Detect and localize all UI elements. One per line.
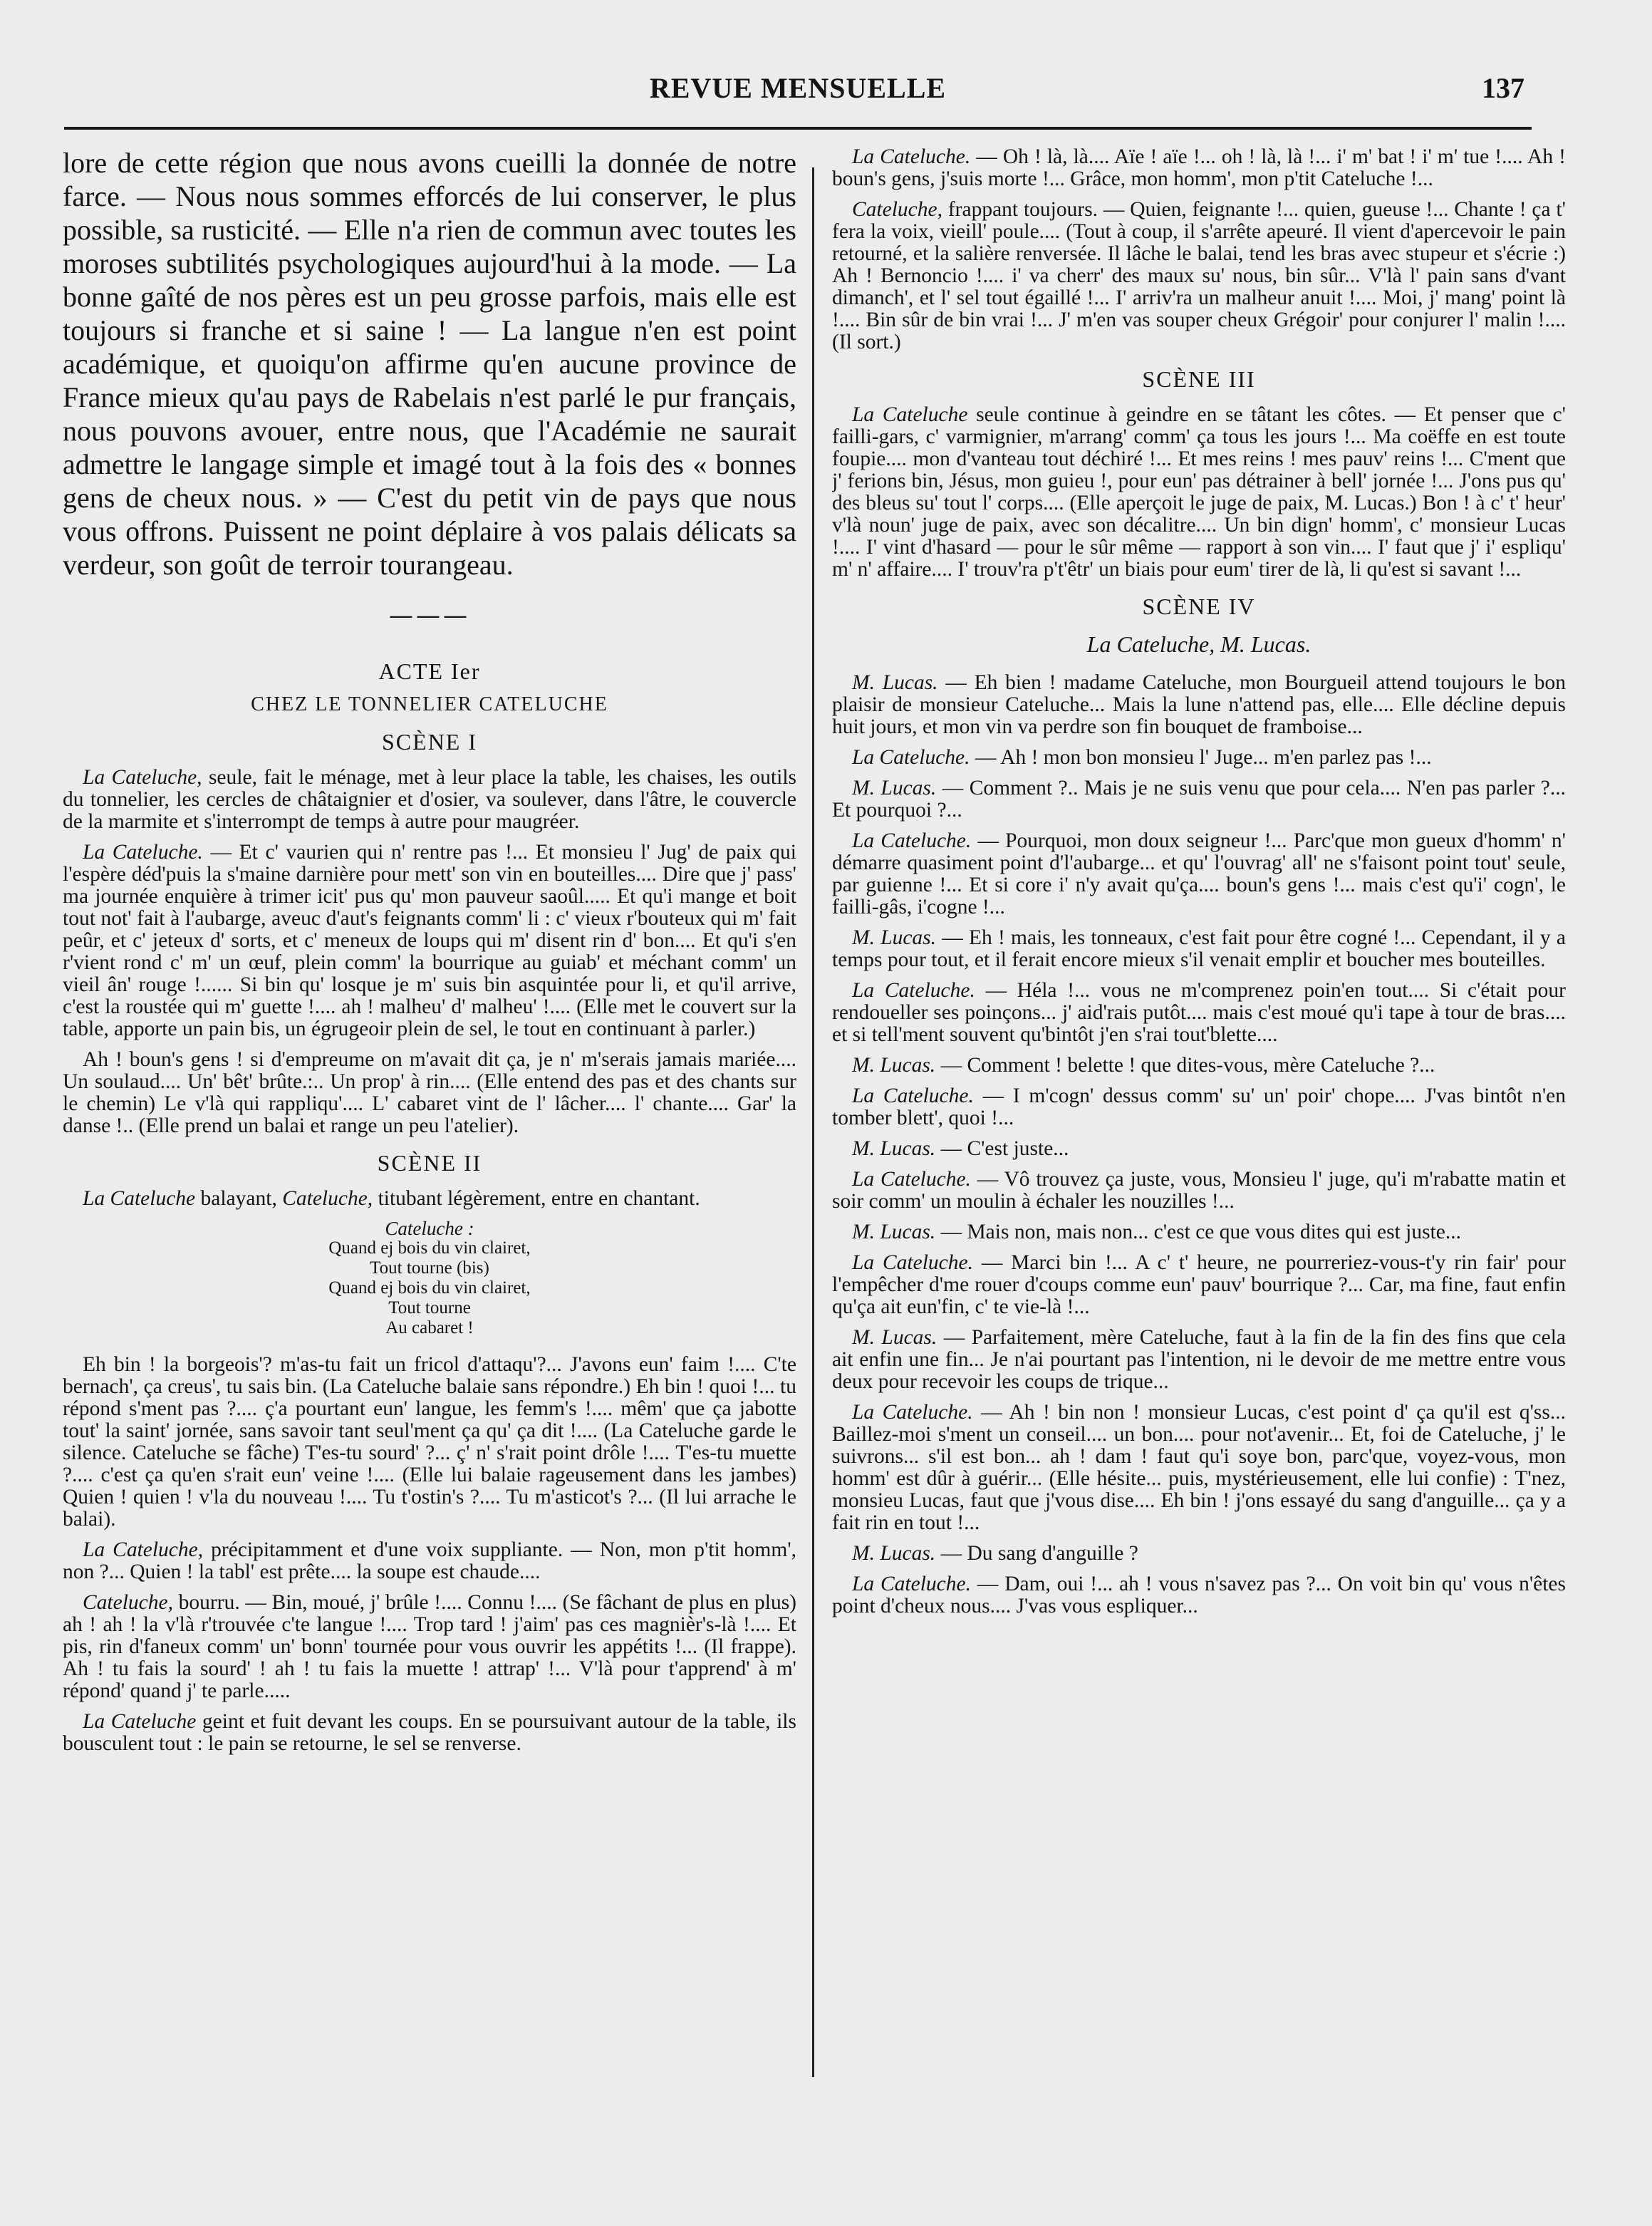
right-column <box>832 146 1566 2113</box>
text: — Marci bin !... A c' t' heure, ne pourreriez-vous-t'y rin fair' pour l'empêcher d'me rouer d'coups comme eun' pauv' bourrique ?... Car, ma fine, faut enfin qu'ça ait eun'fin, c' te vie-là !... <box>832 1251 1566 1318</box>
intro-paragraph: lore de cette région que nous avons cueilli la donnée de notre farce. — Nous nous sommes efforcés de lui conserver, le plus possible, sa rusticité. — Elle n'a rien de commun avec toutes les moroses subtilités psychologiques aujourd'hui à la mode. — La bonne gaîté de nos pères est un peu grosse parfois, mais elle est toujours si franche et si saine ! — La langue n'en est point académique, et quoiqu'on affirme qu'en aucune province de France mieux qu'au pays de Rabelais n'est parlé le pur français, nous pouvons avouer, entre nous, que l'Académie ne saurait admettre le langage simple et imagé tout à la fois des « bonnes gens de cheux nous. » — C'est du petit vin de pays que nous vous offrons. Puissent ne point déplaire à vos palais délicats sa verdeur, son goût de terroir tourangeau. <box>63 147 796 581</box>
act-title: ACTE Ier <box>378 658 481 684</box>
dialogue-line <box>832 199 1566 353</box>
scene-3-title: SCÈNE III <box>1142 366 1256 392</box>
text: — Oh ! là, là.... Aïe ! aïe !... oh ! là, là !... i' m' bat ! i' m' tue !.... Ah ! boun's gens, j'suis morte !... Grâce, mon homm', mon p'tit Cateluche !... <box>832 146 1566 190</box>
act-place: CHEZ LE TONNELIER CATELUCHE <box>251 693 608 715</box>
text: — Comment ! belette ! que dites-vous, mère Cateluche ?... <box>940 1054 1435 1077</box>
text: — Et c' vaurien qui n' rentre pas !... Et monsieu l' Jug' de paix qui l'espère déd'puis la s'maine darnière pour mett' son vin en bouteilles.... Dire que j' pass' ma journée enquière à trimer icit' pus qu' mon pauveur saoûl..... Et qu'i mange et boit tout not' fait à l'aubarge, aveuc d'aut's feignants comm' li : c' vieux r'bouteux qui m' fait peûr, et c' jeteux d' sorts, et c' meneux de loups qui m' disent rin d' bon.... Et qu'i s'en r'vient rond c' m' un œuf, plein comm' la bourrique au guiab' et méchant comm' un vieil ân' rouge !...... Si bin qu' losque je m' suis bin asquintée pour li, et qu'il arrive, c'est la roustée qui m' guette !.... ah ! malheu' d' malheu' !.... (Elle met le couvert sur la table, apporte un pain bis, un égrugeoir plein de sel, le tout en continuant à parler.) <box>63 841 796 1040</box>
song-line: Au cabaret ! <box>385 1318 474 1337</box>
dialogue-line <box>832 1327 1566 1393</box>
speaker: La Cateluche. <box>852 1084 974 1107</box>
song-line: Tout tourne <box>388 1298 471 1318</box>
song-line: Quand ej bois du vin clairet, <box>328 1278 531 1298</box>
speaker: La Cateluche. <box>852 746 970 769</box>
speaker: La Cateluche. <box>852 1573 971 1595</box>
speaker: La Cateluche. <box>852 1251 973 1274</box>
speaker: La Cateluche, <box>83 1538 204 1561</box>
dialogue-line: Ah ! boun's gens ! si d'empreume on m'avait dit ça, je n' m'serais jamais mariée.... Un soulaud.... Un' bêt' brûte.:.. Un prop' à rin.... (Elle entend des pas et des chants sur le chemin) Le v'là qui rappliqu'.... L' cabaret vint de l' lâcher.... l' chante.... Gar' la danse !.. (Elle prend un balai et range un peu l'atelier). <box>63 1048 796 1137</box>
dialogue-line <box>832 830 1566 918</box>
speaker: La Cateluche. <box>852 146 971 168</box>
speaker: M. Lucas. <box>852 671 938 694</box>
scene-1-title: SCÈNE I <box>382 729 477 755</box>
speaker: La Cateluche. <box>852 1168 971 1191</box>
text: — Eh bien ! madame Cateluche, mon Bourgueil attend toujours le bon plaisir de monsieur Cateluche... Mais la lune n'attend pas, elle.... Elle décline depuis huit jours, et mon vin va perdre son fin bouquet de framboise... <box>832 671 1566 738</box>
dialogue-line <box>832 1138 1566 1160</box>
text: seule, fait le ménage, met à leur place la table, les chaises, les outils du tonnelier, les cercles de châtaignier et d'osier, va soulever, dans l'âtre, le couvercle de la marmite et s'interrompt de temps à autre pour maugréer. <box>63 766 796 833</box>
dialogue-line <box>832 1085 1566 1129</box>
speaker: M. Lucas. <box>852 1137 936 1160</box>
speaker: Cateluche, <box>83 1591 173 1614</box>
text: — Mais non, mais non... c'est ce que vous dites qui est juste... <box>940 1221 1461 1243</box>
dialogue-line <box>832 1543 1566 1565</box>
section-separator: ——— <box>389 601 470 630</box>
speaker: M. Lucas. <box>852 1221 936 1243</box>
dialogue-line <box>832 1252 1566 1318</box>
song-line: Quand ej bois du vin clairet, <box>328 1238 531 1258</box>
dialogue-line <box>832 1169 1566 1213</box>
speaker: La Cateluche <box>852 403 968 426</box>
text: — Comment ?.. Mais je ne suis venu que pour cela.... N'en pas parler ?... Et pourquoi ?... <box>832 777 1566 822</box>
dialogue-line: Eh bin ! la borgeois'? m'as-tu fait un fricol d'attaqu'?... J'avons eun' faim !.... C'te bernach', ça creus', tu sais bin. (La Cateluche balaie sans répondre.) Eh bin ! quoi !... tu répond s'ment pas ?.... ç'a pourtant eun' langue, les femm's !.... mêm' que ça jabotte tout' la saint' jornée, sans savoir tant seul'ment ça qu' ça dit !.... (La Cateluche garde le silence. Cateluche se fâche) T'es-tu sourd' ?... ç' n' s'rait point drôle !.... T'es-tu muette ?.... c'est ça qu'en s'rait eun' veine !.... (Elle lui balaie rageusement dans les jambes) Quien ! quien ! v'la du nouveau !.... Tu t'ostin's ?.... Tu m'asticot's ?... (Il lui arrache le balai). <box>63 1353 796 1531</box>
speaker: La Cateluche, <box>83 766 202 789</box>
dialogue-line <box>63 1539 796 1583</box>
speaker: M. Lucas. <box>852 1054 936 1077</box>
text: — Pourquoi, mon doux seigneur !... Parc'que mon gueux d'homm' n' démarre quasiment point d'l'aubarge... et qu' l'ouvrag' all' ne s'faisont point tout' seule, par guienne !... Et si core i' n'y avait qu'ça.... boun's gens !... mais c'est qu'i' cogn', le failli-gâs, i'cogne !... <box>832 829 1566 918</box>
text: — Du sang d'anguille ? <box>940 1542 1138 1565</box>
speaker: La Cateluche. <box>83 841 203 864</box>
text: — Eh ! mais, les tonneaux, c'est fait pour être cogné !... Cependant, il y a temps pour tout, et il ferait encore mieux s'il venait emplir et boucher mes bouteilles. <box>832 926 1566 971</box>
text: — Dam, oui !... ah ! vous n'savez pas ?... On voit bin qu' vous n'êtes point d'cheux nous.... J'vas vous espliquer... <box>832 1573 1566 1617</box>
text: — I m'cogn' dessus comm' su' un' poir' chope.... J'vas bintôt n'en tomber blett', quoi !... <box>832 1084 1566 1129</box>
left-column <box>63 146 796 2113</box>
dialogue-line <box>832 1221 1566 1243</box>
stage-direction <box>63 1711 796 1755</box>
dialogue-line <box>832 1573 1566 1617</box>
text: bourru. — Bin, moué, j' brûle !.... Connu !.... (Se fâchant de plus en plus) ah ! ah ! la v'là r'trouvée c'te langue !.... Trop tard ! j'aim' pas ces magnièr's-là !.... Et pis, rin d'faneux comm' un' bonn' tournée pour vous ouvrir les appétits !... (Il frappe). Ah ! tu fais la sourd' ! ah ! tu fais la muette ! attrap' !... V'là pour t'apprend' à m' répond' quand j' te parle..... <box>63 1591 796 1702</box>
song-line: Tout tourne (bis) <box>370 1258 489 1278</box>
text: précipitamment et d'une voix suppliante. — Non, mon p'tit homm', non ?... Quien ! la tabl' est prête.... la soupe est chaude.... <box>63 1538 796 1583</box>
dialogue-line <box>832 747 1566 769</box>
text: geint et fuit devant les coups. En se poursuivant autour de la table, ils bousculent tout : le pain se retourne, le sel se renverse. <box>63 1710 796 1755</box>
text: — C'est juste... <box>940 1137 1069 1160</box>
dialogue-line <box>832 927 1566 971</box>
stage-direction <box>63 1188 796 1210</box>
stage-direction <box>63 767 796 833</box>
running-title: REVUE MENSUELLE <box>649 72 947 104</box>
scene-2-title: SCÈNE II <box>377 1150 482 1176</box>
scene-4-title: SCÈNE IV <box>1142 594 1256 619</box>
speaker: La Cateluche. <box>852 979 975 1002</box>
dialogue-line <box>832 672 1566 738</box>
dialogue-line <box>832 777 1566 822</box>
speaker: Cateluche, <box>282 1187 373 1210</box>
speaker: M. Lucas. <box>852 926 937 949</box>
text: — Vô trouvez ça juste, vous, Monsieu l' juge, qu'i m'rabatte matin et soir comm' un moulin à échaler les nouzilles !... <box>832 1168 1566 1213</box>
header-rule <box>64 127 1532 130</box>
speaker: La Cateluche <box>83 1187 196 1210</box>
dialogue-line <box>832 1402 1566 1534</box>
text: — Héla !... vous ne m'comprenez poin'en tout.... Si c'était pour rendoueller ses poinçons... j' aid'rais putôt.... mais c'est moué qu'i tape à tour de bras.... et si tell'ment souvent qu'bintôt j'en s'rai tout'blette.... <box>832 979 1566 1046</box>
dialogue-line <box>63 1592 796 1702</box>
text: frappant toujours. — Quien, feignante !... quien, gueuse !... Chante ! ça t' fera la voix, vieill' poule.... (Tout à coup, il s'arrête apeuré. Il vient d'apercevoir le pain retourné, et la salière renversée. Il lâche le balai, tend les bras avec stupeur et s'écrie :) Ah ! Bernoncio !.... i' va cherr' des maux su' nous, bin sûr... V'là l' pain sans d'vant dimanch', et l' sel tout égaillé !... I' arriv'ra un malheur anuit !.... Moi, j' mang' point là !.... Bin sûr de bin vrai !... J' m'en vas souper cheux Grégoir' pour conjurer l' malin !.... (Il sort.) <box>832 198 1566 353</box>
speaker: M. Lucas. <box>852 777 937 799</box>
text: — Ah ! mon bon monsieu l' Juge... m'en parlez pas !... <box>975 746 1432 769</box>
text: titubant légèrement, entre en chantant. <box>378 1187 700 1210</box>
speaker: M. Lucas. <box>852 1326 937 1349</box>
text: seule continue à geindre en se tâtant les côtes. — Et penser que c' failli-gars, c' varmignier, m'arrang' comm' ça tous les jours !... Ma coëffe en est toute foupie.... mon d'vanteau tout déchiré !... Et mes reins ! mes pauv' reins !... C'ment que j' ferions bin, Jésus, mon guieu !, pour eun' pas détrainer à bell' jornée !... J'ons pus qu' des bleus su' tout l' corps.... (Elle aperçoit le juge de paix, M. Lucas.) Bon ! à c' t' heur' v'là noun' juge de paix, avec son décalitre.... Un bin dign' homm', c' monsieur Lucas !.... I' vint d'hasard — pour le sûr même — rapport à son vin.... I' faut que j' i' espliqu' m' n' affaire.... I' trouv'ra p't'êtr' un biais pour eum' tirer de là, li qu'est si savant !... <box>832 403 1566 581</box>
page-header <box>64 71 1532 114</box>
column-divider <box>812 167 814 2077</box>
scene-4-dialogue <box>832 672 1566 1617</box>
speaker: La Cateluche. <box>852 1401 973 1424</box>
scene-characters: La Cateluche, M. Lucas. <box>1086 631 1311 657</box>
speaker: La Cateluche <box>83 1710 197 1733</box>
dialogue-line <box>63 842 796 1040</box>
dialogue-line <box>832 1055 1566 1077</box>
song-singer: Cateluche : <box>385 1218 474 1239</box>
speaker: M. Lucas. <box>852 1542 936 1565</box>
dialogue-line <box>832 980 1566 1046</box>
text: balayant, <box>200 1187 277 1210</box>
speaker: La Cateluche. <box>852 829 972 852</box>
text: — Parfaitement, mère Cateluche, faut à la fin de la fin des fins que cela ait enfin une fin... Je n'ai pourtant pas l'intention, ni le devoir de me mettre entre vous deux pour recevoir les coups de trique... <box>832 1326 1566 1393</box>
text: — Ah ! bin non ! monsieur Lucas, c'est point d' ça qu'il est q'ss... Baillez-moi s'ment un conseil.... un bon.... pour not'avenir... Et, foi de Cateluche, j' le suivrons... s'il est bon... ah ! dam ! faut qu'i soye bon, parc'que, voyez-vous, mon homm' est dûr à guérir... (Elle hésite... puis, mystérieusement, elle lui confie) : T'nez, monsieu Lucas, faut que j'vous dise.... Eh bin ! j'ons essayé du sang d'anguille... ça y a fait rin en tout !... <box>832 1401 1566 1534</box>
page-number: 137 <box>1482 72 1524 104</box>
dialogue-line <box>832 404 1566 581</box>
speaker: Cateluche, <box>852 198 942 221</box>
dialogue-line <box>832 146 1566 190</box>
song-verse <box>63 1218 796 1338</box>
